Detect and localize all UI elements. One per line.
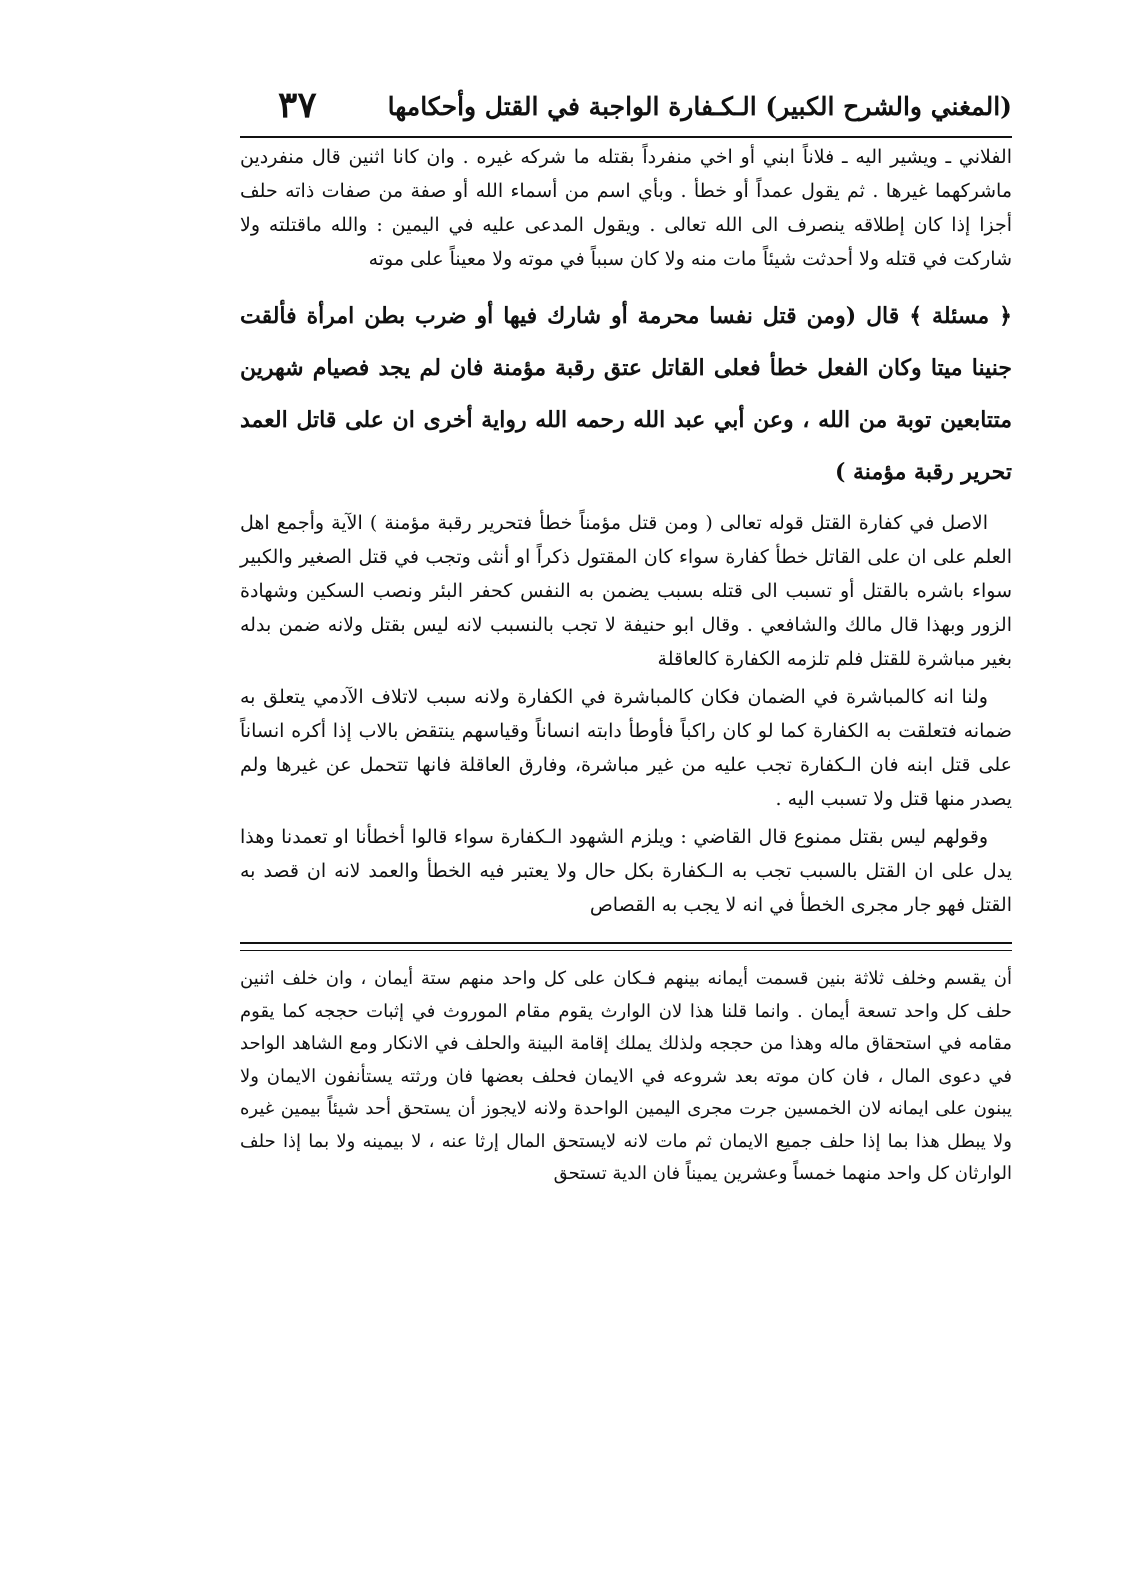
paragraph-our-argument: ولنا انه كالمباشرة في الضمان فكان كالمباشرة في الكفارة ولانه سبب لاتلاف الآدمي يتعلق به ضمانه فتعلقت به الكفارة كما لو كان راكباً فأوطأ دابته انساناً وقياسهم ينتقض بالاب إذا أكره انساناً على قتل ابنه فان الـكفارة تجب عليه من غير مباشرة، وفارق العاقلة فانها تتحمل عن غيرها ولم يصدر منها قتل ولا تسبب اليه .	[240, 686, 1012, 810]
page-header	[240, 84, 1012, 136]
footnote-separator	[240, 942, 1012, 951]
book-page	[240, 84, 1012, 1209]
running-title: (المغني والشرح الكبير) الـكـفارة الواجبة في القتل وأحكامها	[387, 92, 1012, 121]
paragraph-qadi-opinion: وقولهم ليس بقتل ممنوع قال القاضي : ويلزم الشهود الـكفارة سواء قالوا أخطأنا او تعمدنا وهذا يدل على ان القتل بالسبب تجب به الـكفارة بكل حال ولا يعتبر فيه الخطأ والعمد لانه ان قصد به القتل فهو جار مجرى الخطأ في انه لا يجب به القصاص	[240, 826, 1012, 916]
header-rule	[240, 136, 1012, 138]
footnote-text: أن يقسم وخلف ثلاثة بنين قسمت أيمانه بينهم فـكان على كل واحد منهم ستة أيمان ، وان خلف اثنين حلف كل واحد تسعة أيمان . وانما قلنا هذا لان الوارث يقوم مقام الموروث في إثبات حججه كما يقوم مقامه في استحقاق ماله وهذا من حججه ولذلك يملك إقامة البينة والحلف في الانكار ومع الشاهد الواحد في دعوى المال ، فان كان موته بعد شروعه في الايمان فحلف بعضها فان ورثته يستأنفون الايمان ولا يبنون على ايمانه لان الخمسين جرت مجرى اليمين الواحدة ولانه لايجوز أن يستحق أحد شيئاً بيمين غيره ولا يبطل هذا بما إذا حلف جميع الايمان ثم مات لانه لايستحق المال إرثا عنه ، لا بيمينه ولا بما إذا حلف الوارثان كل واحد منهما خمساً وعشرين يميناً فان الدية تستحق	[240, 968, 1012, 1184]
masala-heading-text: ﴿ مسئلة ﴾ قال (ومن قتل نفسا محرمة أو شارك فيها أو ضرب بطن امرأة فألقت جنينا ميتا وكان الفعل خطأ فعلى القاتل عتق رقبة مؤمنة فان لم يجد فصيام شهرين متتابعين توبة من الله ، وعن أبي عبد الله رحمه الله رواية أخرى ان على قاتل العمد تحرير رقبة مؤمنة )	[240, 303, 1012, 485]
paragraph-origin-of-kaffara: الاصل في كفارة القتل قوله تعالى ( ومن قتل مؤمناً خطأ فتحرير رقبة مؤمنة ) الآية وأجمع اهل العلم على ان على القاتل خطأ كفارة سواء كان المقتول ذكراً او أنثى وتجب في قتل الصغير والكبير سواء باشره بالقتل أو تسبب الى قتله بسبب يضمن به النفس كحفر البئر ونصب السكين وشهادة الزور وبهذا قال مالك والشافعي . وقال ابو حنيفة لا تجب بالنسبب لانه ليس بقتل ولانه ضمن بدله بغير مباشرة للقتل فلم تلزمه الكفارة كالعاقلة	[240, 512, 1012, 670]
page-number: ٣٧	[278, 84, 317, 126]
paragraph-oath-formula: الفلاني ـ ويشير اليه ـ فلاناً ابني أو اخي منفرداً بقتله ما شركه غيره . وان كانا اثنين قال منفردين ماشركهما غيرها . ثم يقول عمداً أو خطأ . وبأي اسم من أسماء الله أو صفة من صفات ذاته حلف أجزا إذا كان إطلاقه ينصرف الى الله تعالى . ويقول المدعى عليه في اليمين : والله ماقتلته ولا شاركت في قتله ولا أحدثت شيئاً مات منه ولا كان سبباً في موته ولا معيناً على موته	[240, 146, 1012, 270]
